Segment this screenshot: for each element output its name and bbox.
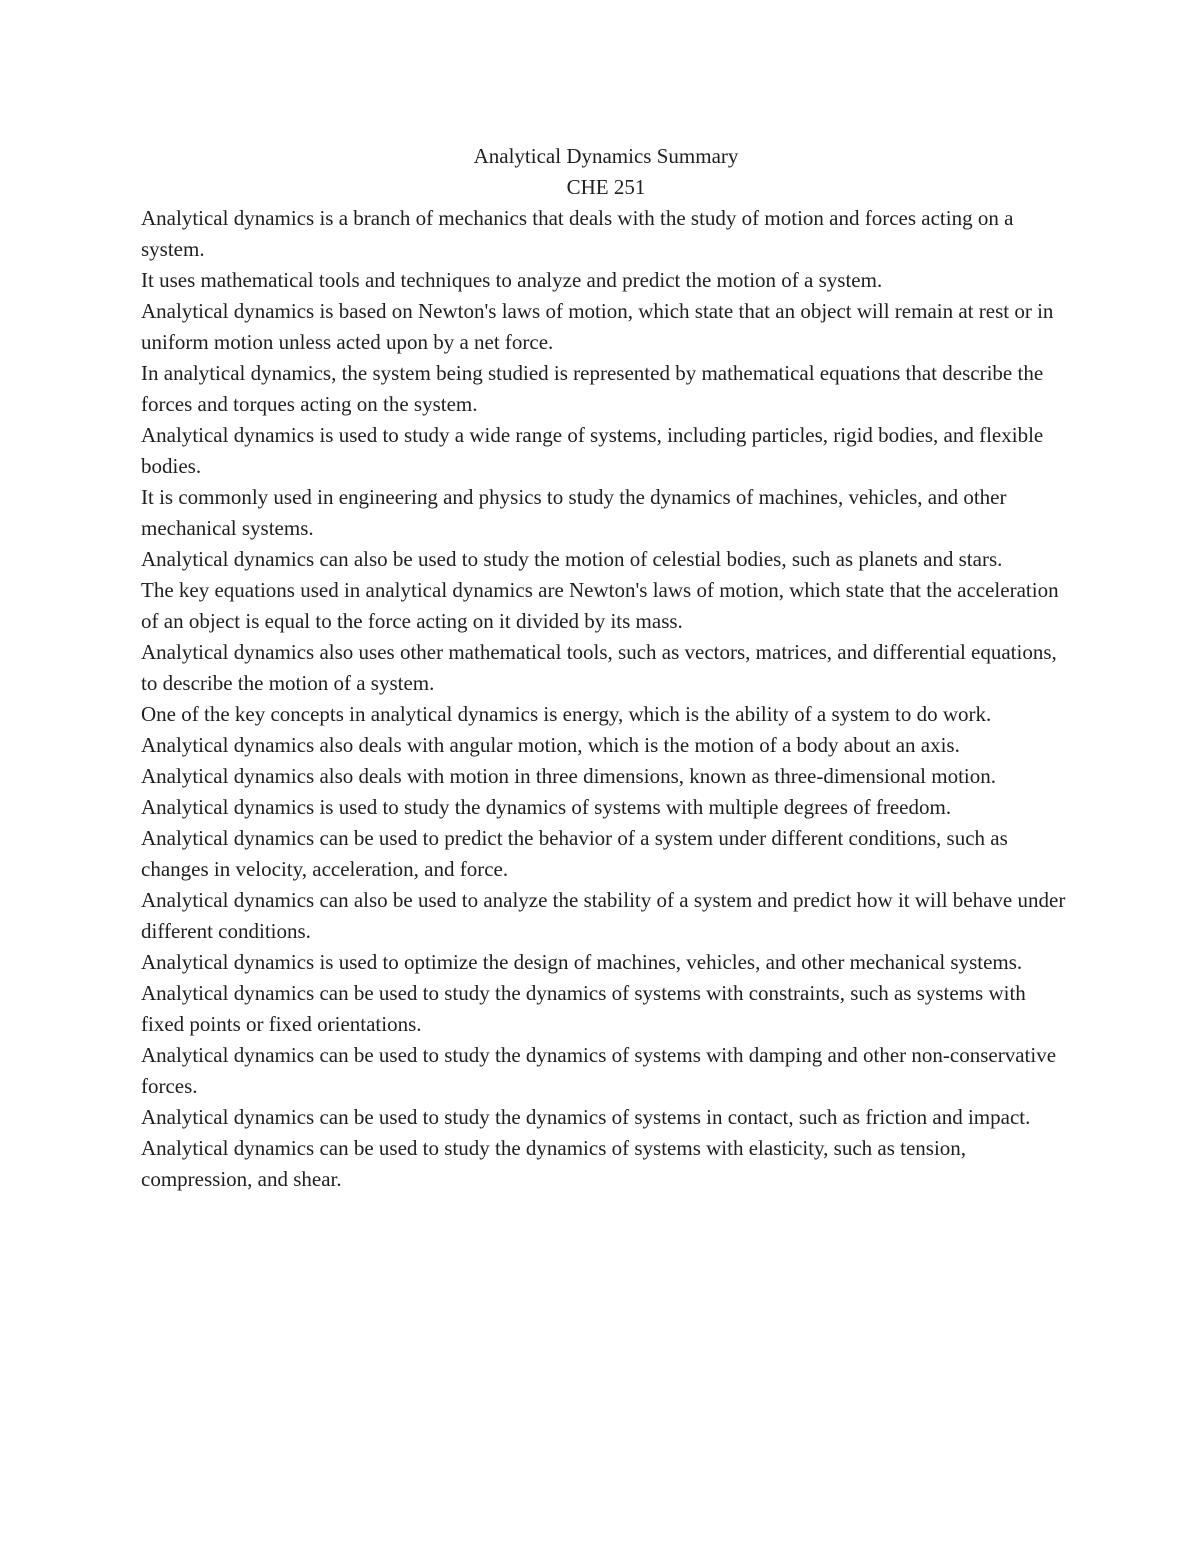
- paragraph: Analytical dynamics can be used to study the dynamics of systems with constraints, such as systems with fixed points or fixed orientations.: [141, 981, 1026, 1036]
- paragraph: Analytical dynamics can be used to study the dynamics of systems with elasticity, such as tension, compression, and shear.: [141, 1136, 967, 1191]
- course-code: CHE 251: [566, 175, 646, 199]
- paragraph: Analytical dynamics can be used to study the dynamics of systems in contact, such as friction and impact.: [141, 1105, 1031, 1129]
- paragraph: Analytical dynamics is used to study a wide range of systems, including particles, rigid bodies, and flexible bodies.: [141, 423, 1044, 478]
- document-body: [141, 141, 1071, 1195]
- paragraph: Analytical dynamics is used to optimize the design of machines, vehicles, and other mechanical systems.: [141, 950, 1023, 974]
- paragraph: Analytical dynamics also deals with angular motion, which is the motion of a body about an axis.: [141, 733, 960, 757]
- paragraph: It is commonly used in engineering and physics to study the dynamics of machines, vehicles, and other mechanical systems.: [141, 485, 1007, 540]
- paragraph: Analytical dynamics also deals with motion in three dimensions, known as three-dimensional motion.: [141, 764, 997, 788]
- document-title: Analytical Dynamics Summary: [473, 144, 739, 168]
- paragraph: Analytical dynamics also uses other mathematical tools, such as vectors, matrices, and differential equations, to describe the motion of a system.: [141, 640, 1057, 695]
- paragraph: The key equations used in analytical dynamics are Newton's laws of motion, which state that the acceleration of an object is equal to the force acting on it divided by its mass.: [141, 578, 1059, 633]
- paragraph: Analytical dynamics can be used to predict the behavior of a system under different conditions, such as changes in velocity, acceleration, and force.: [141, 826, 1008, 881]
- paragraph: Analytical dynamics can also be used to analyze the stability of a system and predict how it will behave under different conditions.: [141, 888, 1066, 943]
- paragraph: Analytical dynamics can be used to study the dynamics of systems with damping and other non-conservative forces.: [141, 1043, 1057, 1098]
- paragraph: One of the key concepts in analytical dynamics is energy, which is the ability of a system to do work.: [141, 702, 992, 726]
- paragraph: Analytical dynamics is based on Newton's laws of motion, which state that an object will remain at rest or in uniform motion unless acted upon by a net force.: [141, 299, 1054, 354]
- paragraph: Analytical dynamics is a branch of mechanics that deals with the study of motion and forces acting on a system.: [141, 206, 1014, 261]
- paragraph: Analytical dynamics can also be used to study the motion of celestial bodies, such as planets and stars.: [141, 547, 1003, 571]
- paragraph: In analytical dynamics, the system being studied is represented by mathematical equations that describe the forces and torques acting on the system.: [141, 361, 1044, 416]
- paragraph: Analytical dynamics is used to study the dynamics of systems with multiple degrees of freedom.: [141, 795, 952, 819]
- paragraph: It uses mathematical tools and techniques to analyze and predict the motion of a system.: [141, 268, 883, 292]
